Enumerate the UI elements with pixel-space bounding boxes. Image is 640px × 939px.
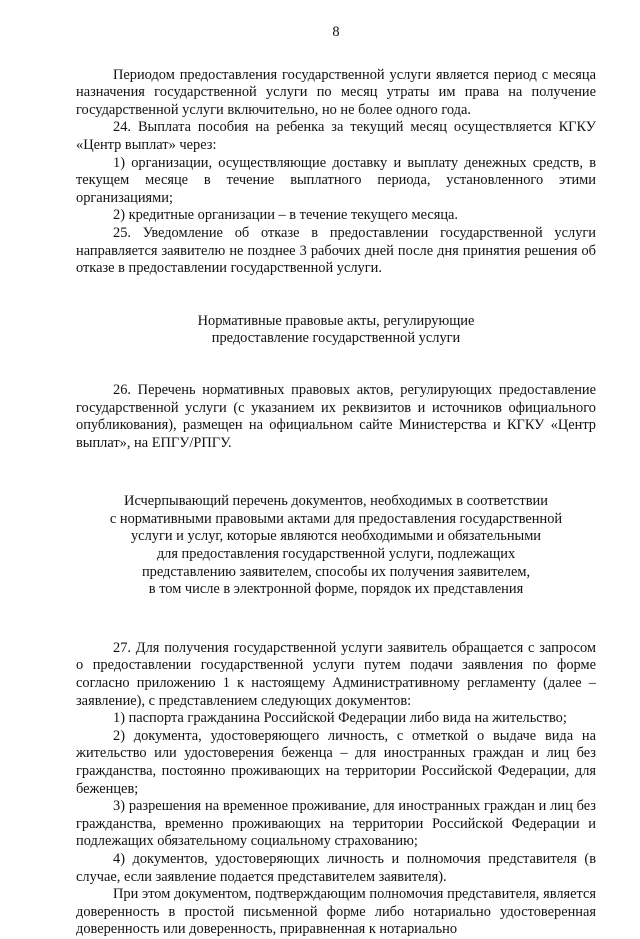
paragraph-representative-authority: При этом документом, подтверждающим полномочия представителя, является доверенность в простой письменной форме либо нотариально удостоверенная доверенность или доверенность, приравненная к нотариально [76, 886, 596, 938]
list-item-24-2: 2) кредитные организации – в течение текущего месяца. [113, 207, 459, 224]
paragraph-25: 25. Уведомление об отказе в предоставлении государственной услуги направляется заявителю не позднее 3 рабочих дней после дня принятия решения об отказе в предоставлении государственной услуги. [76, 224, 596, 277]
page-number: 8 [332, 24, 340, 40]
section-heading-documents-line-4: для предоставления государственной услуги, подлежащих [156, 546, 516, 563]
section-heading-documents-line-2: с нормативными правовыми актами для предоставления государственной [109, 510, 563, 527]
section-heading-documents-line-1: Исчерпывающий перечень документов, необходимых в соответствии [124, 493, 548, 510]
list-item-24-1: 1) организации, осуществляющие доставку и выплату денежных средств, в текущем месяце в течение выплатного периода, установленного этими организациями; [76, 154, 596, 206]
list-item-27-1: 1) паспорта гражданина Российской Федерации либо вида на жительство; [113, 710, 567, 727]
section-heading-documents-line-6: в том числе в электронной форме, порядок их представления [148, 581, 524, 598]
paragraph-27: 27. Для получения государственной услуги заявитель обращается с запросом о предоставлении государственной услуги путем подачи заявления по форме согласно приложению 1 к настоящему Административному регламенту (далее – заявление), с представлением следующих документов: [76, 639, 596, 709]
section-heading-documents-line-3: услуги и услуг, которые являются необходимыми и обязательными [130, 528, 542, 545]
list-item-27-2: 2) документа, удостоверяющего личность, с отметкой о выдаче вида на жительство или удостоверения беженца – для иностранных граждан и лиц без гражданства, постоянно проживающих на территории Российской Федерации, для беженцев; [76, 727, 596, 797]
section-heading-legal-acts-line-1: Нормативные правовые акты, регулирующие [197, 312, 475, 329]
paragraph-service-period: Периодом предоставления государственной услуги является период с месяца назначения государственной услуги по месяц утраты им права на получение государственной услуги включительно, но не более одного года. [76, 66, 596, 118]
paragraph-24: 24. Выплата пособия на ребенка за текущий месяц осуществляется КГКУ «Центр выплат» через: [76, 119, 596, 153]
section-heading-documents-line-5: представлению заявителем, способы их получения заявителем, [141, 563, 531, 580]
list-item-27-4: 4) документов, удостоверяющих личность и полномочия представителя (в случае, если заявление подается представителем заявителя). [76, 850, 596, 885]
paragraph-26: 26. Перечень нормативных правовых актов, регулирующих предоставление государственной услуги (с указанием их реквизитов и источников официального опубликования), размещен на официальном сайте Министерства и КГКУ «Центр выплат», на ЕПГУ/РПГУ. [76, 381, 596, 451]
list-item-27-3: 3) разрешения на временное проживание, для иностранных граждан и лиц без гражданства, временно проживающих на территории Российской Федерации и подлежащих обязательному социальному страхованию; [76, 798, 596, 850]
section-heading-legal-acts-line-2: предоставление государственной услуги [211, 330, 461, 347]
